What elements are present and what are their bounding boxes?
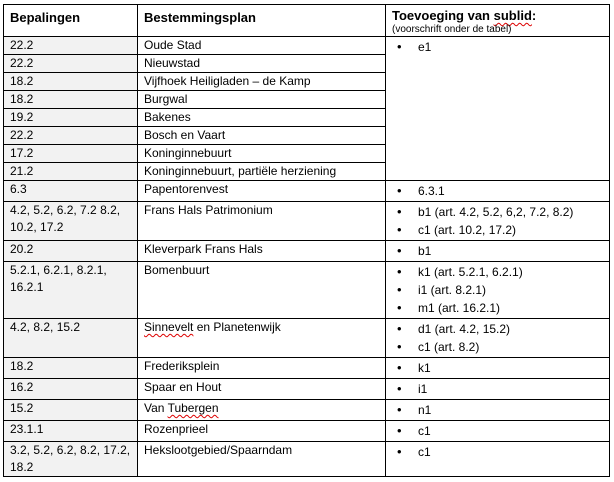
toevoeging-item: • b1 (art. 4.2, 5.2, 6,2, 7.2, 8.2) bbox=[392, 203, 603, 221]
cell-bestemmingsplan: Koninginnebuurt, partiële herziening bbox=[138, 163, 386, 181]
header-toevoeging-colon: : bbox=[531, 8, 537, 23]
header-bestemmingsplan: Bestemmingsplan bbox=[138, 5, 386, 37]
header-toevoeging-main: Toevoeging van bbox=[392, 8, 494, 23]
toevoeging-item: • c1 (art. 10.2, 17.2) bbox=[392, 221, 603, 239]
table-row bbox=[4, 37, 610, 55]
header-toevoeging-sublid: sublid bbox=[493, 8, 532, 23]
cell-bepalingen: 18.2 bbox=[4, 73, 138, 91]
toevoeging-list bbox=[392, 443, 603, 461]
table-row bbox=[4, 181, 610, 202]
table-row bbox=[4, 241, 610, 262]
cell-bepalingen: 22.2 bbox=[4, 37, 138, 55]
cell-bepalingen: 18.2 bbox=[4, 358, 138, 379]
cell-bepalingen: 17.2 bbox=[4, 145, 138, 163]
toevoeging-list bbox=[392, 263, 603, 317]
cell-toevoeging bbox=[386, 202, 610, 241]
plan-text-rest: en Planetenwijk bbox=[193, 320, 281, 334]
toevoeging-item: • m1 (art. 16.2.1) bbox=[392, 299, 603, 317]
table-row bbox=[4, 421, 610, 442]
cell-toevoeging bbox=[386, 262, 610, 319]
toevoeging-list bbox=[392, 38, 603, 56]
cell-bestemmingsplan: Vijfhoek Heiligladen – de Kamp bbox=[138, 73, 386, 91]
cell-bepalingen: 22.2 bbox=[4, 55, 138, 73]
cell-toevoeging bbox=[386, 358, 610, 379]
cell-bepalingen: 20.2 bbox=[4, 241, 138, 262]
cell-bepalingen: 19.2 bbox=[4, 109, 138, 127]
header-bepalingen: Bepalingen bbox=[4, 5, 138, 37]
cell-toevoeging bbox=[386, 442, 610, 477]
toevoeging-list bbox=[392, 320, 603, 356]
toevoeging-item: • 6.3.1 bbox=[392, 182, 603, 200]
cell-bepalingen: 4.2, 5.2, 6.2, 7.2 8.2, 10.2, 17.2 bbox=[4, 202, 138, 241]
cell-toevoeging bbox=[386, 319, 610, 358]
cell-bestemmingsplan: Hekslootgebied/Spaarndam bbox=[138, 442, 386, 477]
cell-bestemmingsplan: Rozenprieel bbox=[138, 421, 386, 442]
cell-bestemmingsplan: Bakenes bbox=[138, 109, 386, 127]
cell-bestemmingsplan: Koninginnebuurt bbox=[138, 145, 386, 163]
header-toevoeging bbox=[386, 5, 610, 37]
cell-bestemmingsplan: Nieuwstad bbox=[138, 55, 386, 73]
table-row bbox=[4, 400, 610, 421]
cell-bestemmingsplan bbox=[138, 400, 386, 421]
toevoeging-item: • b1 bbox=[392, 242, 603, 260]
cell-toevoeging bbox=[386, 37, 610, 181]
cell-bestemmingsplan: Kleverpark Frans Hals bbox=[138, 241, 386, 262]
cell-bepalingen: 5.2.1, 6.2.1, 8.2.1, 16.2.1 bbox=[4, 262, 138, 319]
cell-toevoeging bbox=[386, 241, 610, 262]
cell-toevoeging bbox=[386, 421, 610, 442]
cell-bestemmingsplan: Bomenbuurt bbox=[138, 262, 386, 319]
cell-bepalingen: 22.2 bbox=[4, 127, 138, 145]
toevoeging-item: • e1 bbox=[392, 38, 603, 56]
plan-text bbox=[144, 320, 281, 334]
table-header-row bbox=[4, 5, 610, 37]
toevoeging-item: • c1 bbox=[392, 422, 603, 440]
cell-bepalingen: 18.2 bbox=[4, 91, 138, 109]
toevoeging-item: • d1 (art. 4.2, 15.2) bbox=[392, 320, 603, 338]
table-row bbox=[4, 379, 610, 400]
cell-bepalingen: 21.2 bbox=[4, 163, 138, 181]
toevoeging-item: • c1 (art. 8.2) bbox=[392, 338, 603, 356]
toevoeging-item: • k1 bbox=[392, 359, 603, 377]
toevoeging-list bbox=[392, 203, 603, 239]
toevoeging-list bbox=[392, 359, 603, 377]
cell-toevoeging bbox=[386, 400, 610, 421]
toevoeging-list bbox=[392, 242, 603, 260]
cell-bepalingen: 4.2, 8.2, 15.2 bbox=[4, 319, 138, 358]
toevoeging-item: • c1 bbox=[392, 443, 603, 461]
toevoeging-list bbox=[392, 380, 603, 398]
toevoeging-list bbox=[392, 422, 603, 440]
cell-bepalingen: 16.2 bbox=[4, 379, 138, 400]
toevoeging-list bbox=[392, 182, 603, 200]
cell-bestemmingsplan: Papentorenvest bbox=[138, 181, 386, 202]
toevoeging-item: • n1 bbox=[392, 401, 603, 419]
plan-wavy-word: Tubergen bbox=[167, 401, 219, 415]
cell-bepalingen: 3.2, 5.2, 6.2, 8.2, 17.2, 18.2 bbox=[4, 442, 138, 477]
cell-bestemmingsplan: Frans Hals Patrimonium bbox=[138, 202, 386, 241]
toevoeging-list bbox=[392, 401, 603, 419]
cell-bepalingen: 15.2 bbox=[4, 400, 138, 421]
table-row bbox=[4, 358, 610, 379]
cell-bestemmingsplan: Oude Stad bbox=[138, 37, 386, 55]
plan-text bbox=[144, 401, 219, 415]
table-row bbox=[4, 262, 610, 319]
toevoeging-item: • i1 bbox=[392, 380, 603, 398]
cell-bestemmingsplan: Frederiksplein bbox=[138, 358, 386, 379]
header-toevoeging-sub: (voorschrift onder de tabel) bbox=[392, 24, 512, 35]
cell-bestemmingsplan: Spaar en Hout bbox=[138, 379, 386, 400]
cell-bepalingen: 6.3 bbox=[4, 181, 138, 202]
toevoeging-item: • i1 (art. 8.2.1) bbox=[392, 281, 603, 299]
cell-bestemmingsplan: Burgwal bbox=[138, 91, 386, 109]
cell-toevoeging bbox=[386, 181, 610, 202]
cell-bepalingen: 23.1.1 bbox=[4, 421, 138, 442]
cell-bestemmingsplan bbox=[138, 319, 386, 358]
plan-text-rest: Van bbox=[144, 401, 168, 415]
table-row bbox=[4, 319, 610, 358]
cell-toevoeging bbox=[386, 379, 610, 400]
plan-wavy-word: Sinnevelt bbox=[144, 320, 194, 334]
bepalingen-table bbox=[3, 4, 610, 477]
table-row bbox=[4, 442, 610, 477]
cell-bestemmingsplan: Bosch en Vaart bbox=[138, 127, 386, 145]
toevoeging-item: • k1 (art. 5.2.1, 6.2.1) bbox=[392, 263, 603, 281]
table-row bbox=[4, 202, 610, 241]
